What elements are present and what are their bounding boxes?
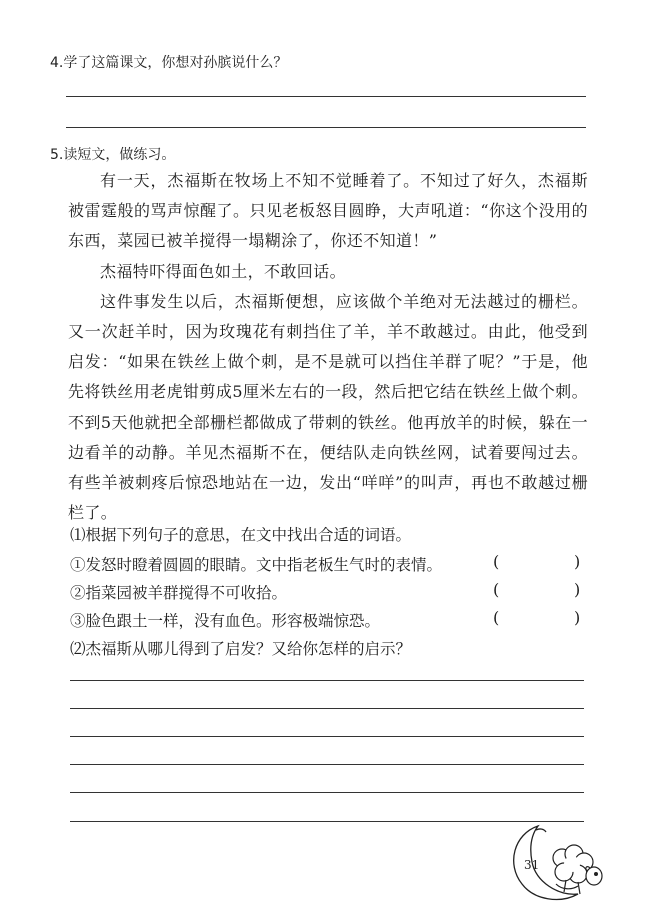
item-2-answer-blank[interactable] <box>503 578 571 600</box>
item-2-text: ②指菜园被羊群搅得不可收拾。 <box>70 584 288 602</box>
passage-paragraph-1: 有一天，杰福斯在牧场上不知不觉睡着了。不知过了好久，杰福斯被雷霆般的骂声惊醒了。只见老板怒目圆睁，大声吼道：“你这个没用的东西，菜园已被羊搅得一塌糊涂了，你还不知道！” <box>68 171 588 251</box>
moon-sheep-page-badge <box>500 820 610 906</box>
item-2-close-paren: ) <box>574 580 581 599</box>
item-3-close-paren: ) <box>574 608 581 627</box>
sub-question-2-title: ⑵杰福斯从哪儿得到了启发？又给你怎样的启示？ <box>70 640 412 658</box>
item-3-open-paren: ( <box>493 608 500 627</box>
question-4-title: 4.学了这篇课文，你想对孙膑说什么？ <box>50 55 288 71</box>
q5-answer-line-2[interactable] <box>70 708 584 709</box>
item-1-close-paren: ) <box>574 552 581 571</box>
item-3-text: ③脸色跟土一样，没有血色。形容极端惊恐。 <box>70 612 381 630</box>
item-2-open-paren: ( <box>493 580 500 599</box>
q5-answer-line-5[interactable] <box>70 792 584 793</box>
q5-answer-line-4[interactable] <box>70 764 584 765</box>
sheep-icon <box>553 845 602 894</box>
q4-answer-line-2[interactable] <box>66 127 586 128</box>
question-5-title: 5.读短文，做练习。 <box>50 147 176 163</box>
item-1-open-paren: ( <box>493 552 500 571</box>
sub-question-1-title: ⑴根据下列句子的意思，在文中找出合适的词语。 <box>70 526 412 544</box>
q4-answer-line-1[interactable] <box>66 96 586 97</box>
q5-answer-line-1[interactable] <box>70 680 584 681</box>
item-1-text: ①发怒时瞪着圆圆的眼睛。文中指老板生气时的表情。 <box>70 556 443 574</box>
item-1-answer-blank[interactable] <box>503 550 571 572</box>
reading-passage <box>68 166 588 528</box>
passage-paragraph-2: 杰福特吓得面色如土，不敢回话。 <box>100 261 347 281</box>
page-number: 31 <box>524 858 540 872</box>
q5-answer-line-3[interactable] <box>70 736 584 737</box>
item-3-answer-blank[interactable] <box>503 606 571 628</box>
passage-paragraph-3: 这件事发生以后，杰福斯便想，应该做个羊绝对无法越过的栅栏。又一次赶羊时，因为玫瑰花有刺挡住了羊，羊不敢越过。由此，他受到启发：“如果在铁丝上做个刺，是不是就可以挡住羊群了呢？”于是，他先将铁丝用老虎钳剪成5厘米左右的一段，然后把它结在铁丝上做个刺。不到5天他就把全部栅栏都做成了带刺的铁丝。他再放羊的时候，躲在一边看羊的动静。羊见杰福斯不在，便结队走向铁丝网，试着要闯过去。有些羊被刺疼后惊恐地站在一边，发出“咩咩”的叫声，再也不敢越过栅栏了。 <box>68 291 588 523</box>
